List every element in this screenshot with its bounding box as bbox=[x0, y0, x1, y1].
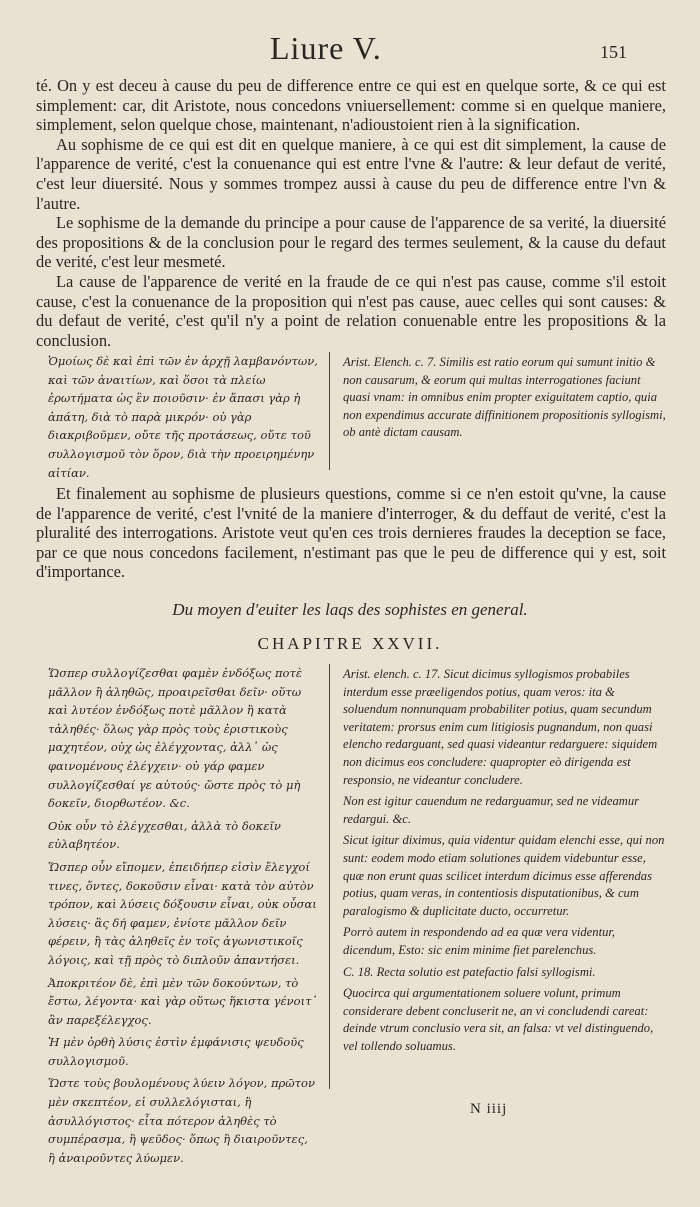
latin-text: Arist. Elench. c. 7. Similis est ratio eorum qui sumunt initio & non causarum, & eorum qui multas interrogationes faciunt quasi vnam: in omnibus enim propter exiguitatem captio, quia non expendimus accurate diffinitionem propositionis syllogismi, ob antè dictam causam. bbox=[343, 355, 666, 440]
signature-mark: N iiij bbox=[470, 1101, 508, 1117]
greek-column bbox=[48, 664, 318, 1171]
chapter-heading: CHAPITRE XXVII. bbox=[257, 634, 443, 653]
greek-text: Ἀποκριτέον δὲ, ἐπὶ μὲν τῶν δοκούντων, τὸ ἔστω, λέγοντα· καὶ γὰρ οὕτως ἥκιστα γένοιτ᾽ ἂν παρεξέλεγχος. bbox=[48, 975, 318, 1027]
paragraph: Et finalement au sophisme de plusieurs questions, comme si ce n'en estoit qu'vne, la cause de l'apparence de verité, c'est l'vnité de la maniere d'interroger, & du deffaut de verité, c'est la pluralité des interrogations. Aristote veut qu'en ces trois dernieres fraudes la deception se face, par ce que nous concedons facilement, n'estimant pas que le peu de difference qui y est, soit d'importance. bbox=[36, 484, 666, 582]
latin-text: Non est igitur cauendum ne redarguamur, sed ne videamur redargui. &c. bbox=[343, 794, 640, 826]
column-divider bbox=[329, 352, 330, 470]
greek-text: Ἡ μὲν ὀρθὴ λύσις ἐστὶν ἐμφάνισις ψευδοῦς συλλογισμοῦ. bbox=[48, 1035, 304, 1068]
paragraph: Au sophisme de ce qui est dit en quelque maniere, à ce qui est dit simplement, la cause de l'apparence de verité, c'est la conuenance qui est entre l'vne & l'autre: & leur defaut de verité, c'est leur diuersité. Nous y sommes trompez aussi à cause du peu de difference entre l'vn & l'autre. bbox=[36, 134, 666, 213]
latin-column bbox=[343, 354, 668, 446]
paragraph: Le sophisme de la demande du principe a pour cause de l'apparence de sa verité, la diuersité des propositions & de la conclusion pour le regard des termes seulement, & la cause du defaut de verité, c'est leur mesmeté. bbox=[36, 213, 666, 272]
greek-text: Ὥσπερ συλλογίζεσθαι φαμὲν ἐνδόξως ποτὲ μᾶλλον ἢ ἀληθῶς, προαιρεῖσθαι δεῖν· οὕτω καὶ λυτέον ἐνδόξως ποτὲ μᾶλλον ἢ κατὰ τἀληθές· ὅλως γὰρ πρὸς τοὺς ἐριστικοὺς μαχητέον, οὐχ ὡς ἐλέγχοντας, ἀλλ᾽ ὡς φαινομένους ἐλέγχειν· οὐ γάρ φαμεν συλλογίζεσθαί γε αὐτούς· ὥστε πρὸς τὸ μὴ δοκεῖν, διορθωτέον. &c. bbox=[48, 666, 302, 811]
french-text-mid bbox=[36, 484, 666, 582]
column-divider bbox=[329, 664, 330, 1089]
latin-column bbox=[343, 666, 668, 1059]
greek-text: Ὥστε τοὺς βουλομένους λύειν λόγον, πρῶτον μὲν σκεπτέον, εἰ συλλελόγισται, ἢ ἀσυλλόγιστος· εἶτα πότερον ἀληθὲς τὸ συμπέρασμα, ἢ ψεῦδος· ὅπως ἢ διαιροῦντες, ἢ ἀναιροῦντες λύωμεν. bbox=[48, 1076, 315, 1165]
latin-text: C. 18. Recta solutio est patefactio falsi syllogismi. bbox=[343, 964, 596, 979]
citation-block-1 bbox=[48, 352, 668, 480]
running-title: Liure V. bbox=[270, 30, 382, 66]
greek-column bbox=[48, 352, 318, 486]
latin-text: Sicut igitur diximus, quia videntur quidam elenchi esse, qui non sunt: eodem modo etiam solutiones quidem videbuntur esse, quæ non erunt quas scilicet interdum dicimus esse afferendas potius, quam veras, in contentiosis disputationibus, & cum paralogismo & duplicitate ducto, occurretur. bbox=[343, 833, 665, 918]
running-header bbox=[0, 30, 700, 70]
greek-text: Οὐκ οὖν τὸ ἐλέγχεσθαι, ἀλλὰ τὸ δοκεῖν εὐλαβητέον. bbox=[48, 818, 281, 852]
greek-text: Ὁμοίως δὲ καὶ ἐπὶ τῶν ἐν ἀρχῇ λαμβανόντων, καὶ τῶν ἀναιτίων, καὶ ὅσοι τὰ πλείω ἐρωτήματα ὡς ἓν ποιοῦσιν· ἐν ἅπασι γὰρ ἡ ἀπάτη, διὰ τὸ παρὰ μικρόν· οὐ γὰρ διακριβοῦμεν, οὔτε τῆς προτάσεως, οὔτε τοῦ συλλογισμοῦ τὸν ὅρον, διὰ τὴν προειρημένην αἰτίαν. bbox=[48, 354, 318, 480]
latin-text: Porrò autem in respondendo ad ea quæ vera videntur, dicendum, Esto: sic enim minime fiet parelenchus. bbox=[343, 925, 616, 957]
greek-text: Ὥσπερ οὖν εἴπομεν, ἐπειδήπερ εἰσὶν ἔλεγχοί τινες, ὄντες, δοκοῦσιν εἶναι· κατὰ τὸν αὐτὸν τρόπον, καὶ λύσεις δόξουσιν εἶναι, οὐκ οὖσαι λύσεις· ἃς δή φαμεν, ἐνίοτε μᾶλλον δεῖν φέρειν, ἢ τὰς ἀληθεῖς ἐν τοῖς ἀγωνιστικοῖς λόγοις, καὶ τῇ πρὸς τὸ διπλοῦν ἀπαντήσει. bbox=[48, 859, 317, 967]
latin-text: Arist. elench. c. 17. Sicut dicimus syllogismos probabiles interdum esse præeligendos potius, quam veros: ita & soluendum nonnunquam probabiliter potius, quam secundum veritatem: prorsus enim cum litigiosis pugnandum, non quasi elencho redarguant, sed quasi videantur redarguere: siquidem non dicimus eos concludere: quapropter eò dirigenda est responsio, ne videantur concludere. bbox=[343, 667, 658, 787]
latin-text: Quocirca qui argumentationem soluere volunt, primum considerare debent concluserit ne, an vi concludendi careat: deinde vtrum conclusio vera sit, an falsa: vt vel distinguendo, vel tollendo soluamus. bbox=[343, 986, 654, 1053]
paragraph: té. On y est deceu à cause du peu de difference entre ce qui est en quelque sorte, & ce qui est simplement: car, dit Aristote, nous concedons vniuersellement: comme si en quelque maniere, simplement, selon quelque chose, maintenant, n'adioustoient rien à la signification. bbox=[36, 76, 666, 135]
french-text-top bbox=[36, 76, 666, 350]
page-number: 151 bbox=[600, 42, 627, 62]
paragraph: La cause de l'apparence de verité en la fraude de ce qui n'est pas cause, comme s'il estoit cause, c'est la conuenance de la proposition qui n'est pas cause, auec celles qui sont causes: & du defaut de verité, c'est qu'il n'y a point de relation conuenable entre les propositions & la conclusion. bbox=[36, 271, 666, 350]
section-title: Du moyen d'euiter les laqs des sophistes en general. bbox=[172, 600, 528, 619]
